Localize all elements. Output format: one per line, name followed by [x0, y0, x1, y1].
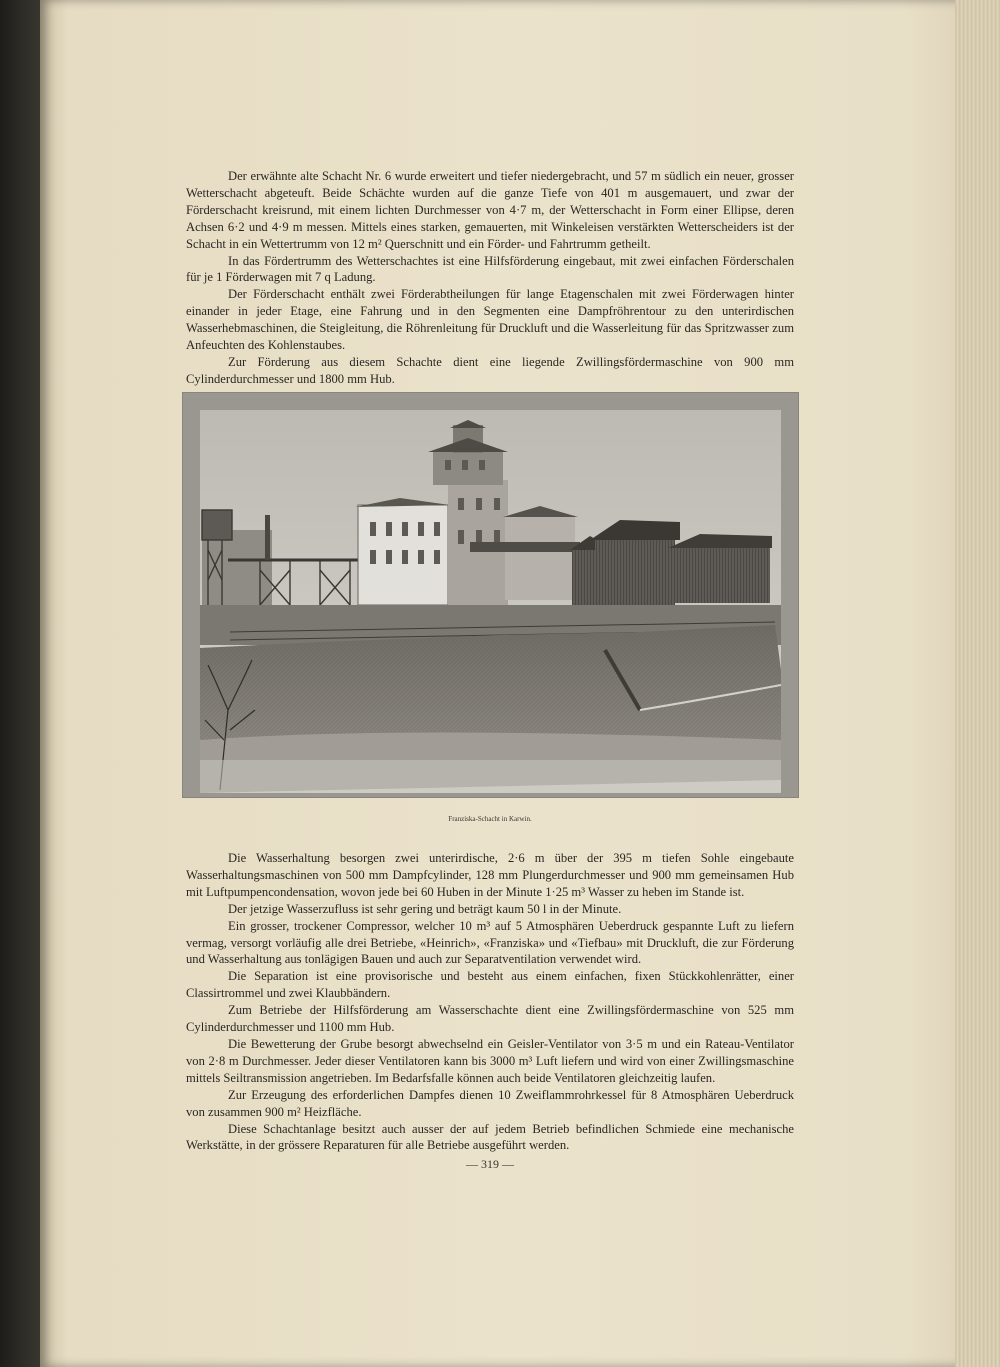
text-section-bottom: [186, 850, 794, 1154]
book-binding: [0, 0, 44, 1367]
text-section-top: [186, 168, 794, 388]
paragraph: Die Separation ist eine provisorische und besteht aus einem einfachen, fixen Stückkohlenrätter, einer Classirtrommel und zwei Klaubbändern.: [186, 969, 794, 1001]
photo-caption: Franziska-Schacht in Karwin.: [448, 815, 532, 823]
paragraph: Zur Erzeugung des erforderlichen Dampfes dienen 10 Zweiflammrohrkessel für 8 Atmosphären Ueberdruck von zusammen 900 m² Heizfläche.: [186, 1087, 794, 1119]
paragraph: Der erwähnte alte Schacht Nr. 6 wurde erweitert und tiefer niedergebracht, und 57 m südlich ein neuer, grosser Wetterschacht abgeteuft. Beide Schächte wurden auf die ganze Tiefe von 401 m ausgemauert, und zwar der Förderschacht kreisrund, mit einem lichten Durchmesser von 4·7 m, der Wetterschacht in Form einer Ellipse, deren Achsen 6·2 und 4·9 m messen. Mittels eines starken, gemauerten, mit Winkeleisen verstärkten Wetterscheiders ist der Schacht in ein Wettertrumm von 12 m² Querschnitt und ein Förder- und Fahrtrumm getheilt.: [186, 169, 794, 251]
paragraph: Zum Betriebe der Hilfsförderung am Wasserschachte dient eine Zwillingsfördermaschine von 525 mm Cylinderdurchmesser und 1100 mm Hub.: [186, 1003, 794, 1035]
colliery-photograph: [200, 410, 781, 793]
paragraph: Der Förderschacht enthält zwei Förderabtheilungen für lange Etagenschalen mit zwei Förderwagen hinter einander in jeder Etage, eine Fahrung und in den Segmenten eine Dampfröhrentour zu den unterirdischen Wasserhebmaschinen, die Steigleitung, die Röhrenleitung für Druckluft und die Wasserleitung für das Spritzwasser zum Anfeuchten des Kohlenstaubes.: [186, 287, 794, 353]
page-stack-edge: [955, 0, 1000, 1367]
paragraph: In das Fördertrumm des Wetterschachtes ist eine Hilfsförderung eingebaut, mit zwei einfachen Förderschalen für je 1 Förderwagen mit 7 q Ladung.: [186, 253, 794, 285]
paragraph: Zur Förderung aus diesem Schachte dient eine liegende Zwillingsfördermaschine von 900 mm Cylinderdurchmesser und 1800 mm Hub.: [186, 354, 794, 386]
paragraph: Diese Schachtanlage besitzt auch ausser der auf jedem Betrieb befindlichen Schmiede eine mechanische Werkstätte, in der grössere Reparaturen für alle Betriebe ausgeführt werden.: [186, 1121, 794, 1153]
paragraph: Der jetzige Wasserzufluss ist sehr gering und beträgt kaum 50 l in der Minute.: [228, 901, 622, 916]
chimney: [265, 515, 270, 560]
page-number: — 319 —: [466, 1157, 514, 1171]
paragraph: Die Bewetterung der Grube besorgt abwechselnd ein Geisler-Ventilator von 3·5 m und ein Rateau-Ventilator von 2·8 m Durchmesser. Jeder dieser Ventilatoren kann bis 3000 m³ Luft liefern und wird von einer Zwillingsmaschine mittels Seiltransmission angetrieben. Im Bedarfsfalle können auch beide Ventilatoren gleichzeitig laufen.: [186, 1036, 794, 1085]
paragraph: Die Wasserhaltung besorgen zwei unterirdische, 2·6 m über der 395 m tiefen Sohle eingebaute Wasserhaltungsmaschinen von 500 mm Dampfcylinder, 128 mm Plungerdurchmesser und 900 mm gemeinsamen Hub mit Luftpumpencondensation, wovon jede bei 60 Huben in der Minute 1·25 m³ Wasser zu heben im Stande ist.: [186, 851, 794, 899]
paragraph: Ein grosser, trockener Compressor, welcher 10 m³ auf 5 Atmosphären Ueberdruck gespannte Luft zu liefern vermag, versorgt vorläufig alle drei Betriebe, «Heinrich», «Franziska» und «Tiefbau» mit Druckluft, die zur Förderung und Wasserhaltung aus tonlägigen Bauen und auch zur Separatventilation verwendet wird.: [186, 918, 794, 967]
photograph-plate: [183, 393, 798, 797]
